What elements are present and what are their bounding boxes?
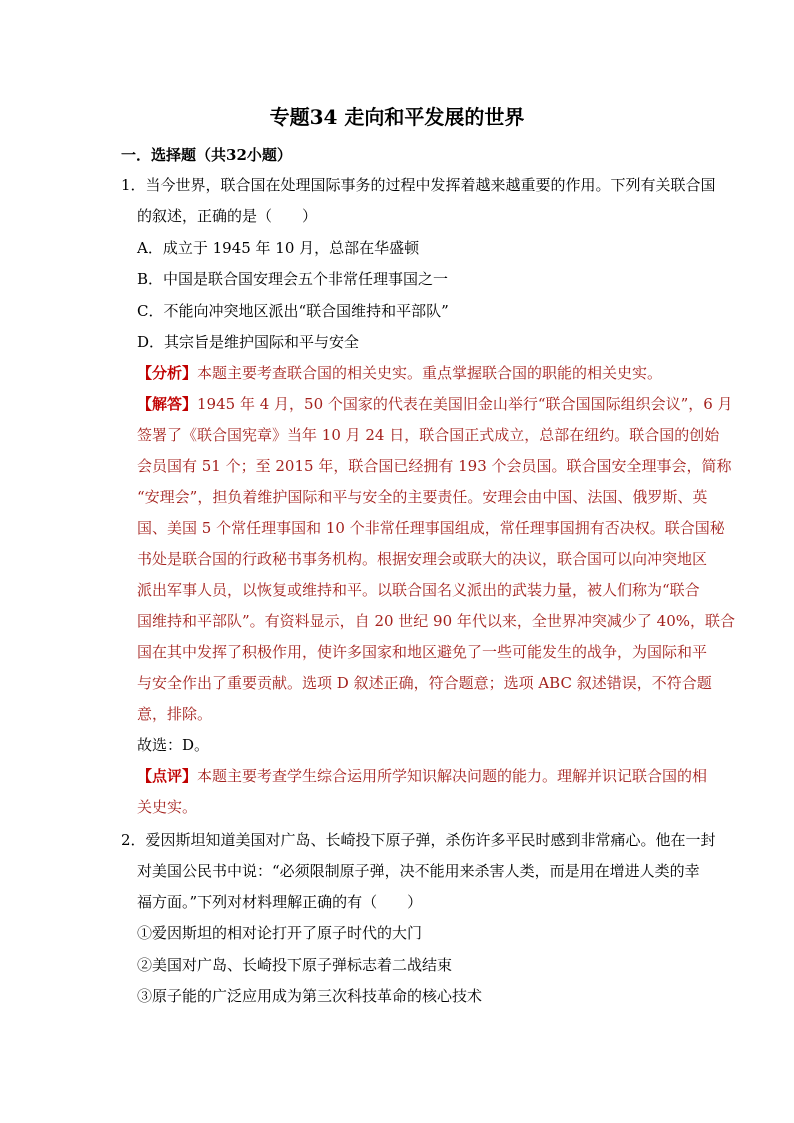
analysis-text: 本题主要考查联合国的相关史实。重点掌握联合国的职能的相关史实。	[197, 364, 663, 382]
q1-stem-line-1: 1．当今世界，联合国在处理国际事务的过程中发挥着越来越重要的作用。下列有关联合国	[121, 176, 716, 194]
q1-answer-line-6: 书处是联合国的行政秘书事务机构。根据安理会或联大的决议，联合国可以向冲突地区	[137, 550, 708, 568]
q1-answer-line-9: 国在其中发挥了积极作用，使许多国家和地区避免了一些可能发生的战争，为国际和平	[137, 643, 708, 661]
q1-stem-line-2: 的叙述，正确的是（ ）	[137, 207, 318, 225]
q1-answer-line-10: 与安全作出了重要贡献。选项 D 叙述正确，符合题意；选项 ABC 叙述错误，不符合题	[137, 674, 712, 692]
q1-comment-line-1	[137, 765, 707, 787]
q1-answer-line-8: 国维持和平部队”。有资料显示，自 20 世纪 90 年代以来，全世界冲突减少了 40%，联合	[137, 612, 736, 630]
section-heading: 一．选择题（共32小题）	[121, 146, 292, 164]
q1-analysis	[137, 362, 662, 384]
q2-stem-line-1: 2．爱因斯坦知道美国对广岛、长崎投下原子弹，杀伤许多平民时感到非常痛心。他在一封	[121, 831, 716, 849]
q1-answer-line-11: 意，排除。	[137, 705, 213, 723]
analysis-tag: 【分析】	[137, 364, 198, 382]
comment-text: 本题主要考查学生综合运用所学知识解决问题的能力。理解并识记联合国的相	[197, 767, 708, 785]
q1-comment-line-2: 关史实。	[137, 798, 198, 816]
answer-tag: 【解答】	[137, 395, 198, 413]
q1-answer-line-5: 国、美国 5 个常任理事国和 10 个非常任理事国组成，常任理事国拥有否决权。联合国秘	[137, 519, 725, 537]
comment-tag: 【点评】	[137, 767, 198, 785]
q1-answer-line-2: 签署了《联合国宪章》当年 10 月 24 日，联合国正式成立，总部在纽约。联合国的创始	[137, 426, 720, 444]
q1-option-b: B．中国是联合国安理会五个非常任理事国之一	[137, 270, 449, 288]
q1-option-a: A．成立于 1945 年 10 月，总部在华盛顿	[137, 239, 420, 257]
q1-answer-line-4: “安理会”，担负着维护国际和平与安全的主要责任。安理会由中国、法国、俄罗斯、英	[137, 488, 708, 506]
answer-text: 1945 年 4 月，50 个国家的代表在美国旧金山举行“联合国国际组织会议”，6 月	[197, 395, 733, 413]
q2-stem-line-2: 对美国公民书中说：“必须限制原子弹，决不能用来杀害人类，而是用在增进人类的幸	[137, 862, 700, 880]
q2-item-3: ③原子能的广泛应用成为第三次科技革命的核心技术	[137, 987, 483, 1005]
q1-answer-line-7: 派出军事人员，以恢复或维持和平。以联合国名义派出的武装力量，被人们称为“联合	[137, 581, 700, 599]
page-title: 专题34 走向和平发展的世界	[269, 105, 525, 129]
q1-answer-line-3: 会员国有 51 个；至 2015 年，联合国已经拥有 193 个会员国。联合国安全理事会，简称	[137, 457, 732, 475]
q1-option-c: C．不能向冲突地区派出“联合国维持和平部队”	[137, 302, 449, 320]
q1-choice: 故选：D。	[137, 736, 210, 754]
q2-stem-line-3: 福方面。”下列对材料理解正确的有（ ）	[137, 893, 423, 911]
q2-item-2: ②美国对广岛、长崎投下原子弹标志着二战结束	[137, 956, 453, 974]
q1-answer-line-1	[137, 393, 733, 415]
q2-item-1: ①爱因斯坦的相对论打开了原子时代的大门	[137, 924, 423, 942]
q1-option-d: D．其宗旨是维护国际和平与安全	[137, 333, 360, 351]
